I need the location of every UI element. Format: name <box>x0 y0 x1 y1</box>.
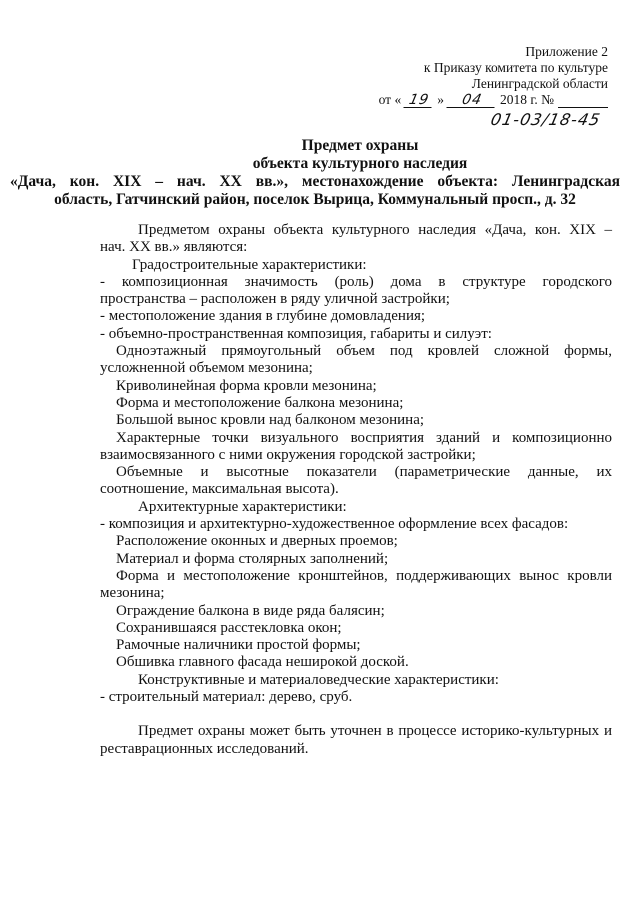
architecture-item-6: Сохранившаяся расстекловка окон; <box>116 619 342 636</box>
architecture-item-2: Расположение оконных и дверных проемов; <box>116 533 398 550</box>
date-day-handwritten: 19 <box>404 93 435 108</box>
urban-item-3: - объемно-пространственная композиция, габариты и силуэт: <box>100 325 492 342</box>
final-paragraph-line-2: реставрационных исследований. <box>100 740 309 757</box>
appendix-label: Приложение 2 <box>525 44 608 59</box>
registration-number-handwritten: 01-03/18-45 <box>488 110 603 129</box>
construction-item-1: - строительный материал: дерево, сруб. <box>100 689 353 706</box>
title-line-1: Предмет охраны <box>301 137 419 154</box>
volume-item-2: Криволинейная форма кровли мезонина; <box>116 377 377 394</box>
architecture-item-4-line-1: Форма и местоположение кронштейнов, поддерживающих вынос кровли <box>116 567 612 584</box>
document-body <box>100 222 612 758</box>
architecture-item-3: Материал и форма столярных заполнений; <box>116 550 389 567</box>
architecture-heading: Архитектурные характеристики: <box>138 498 347 515</box>
date-prefix: от « <box>378 92 402 107</box>
volume-item-5-line-1: Характерные точки визуального восприятия зданий и композиционно <box>116 429 612 446</box>
intro-paragraph-line-1: Предметом охраны объекта культурного наследия «Дача, кон. XIX – <box>138 222 612 238</box>
date-quote-close: » <box>437 92 444 107</box>
final-paragraph-line-1: Предмет охраны может быть уточнен в процессе историко-культурных и <box>138 723 612 740</box>
paragraph-gap <box>100 706 612 723</box>
date-year: 2018 г. № <box>499 92 554 107</box>
urban-item-1-line-2: пространства – расположен в ряду уличной застройки; <box>100 291 450 308</box>
architecture-item-7: Рамочные наличники простой формы; <box>116 637 361 654</box>
date-month-handwritten: 04 <box>446 93 497 108</box>
architecture-item-1: - композиция и архитектурно-художественное оформление всех фасадов: <box>100 516 569 533</box>
volume-item-1-line-1: Одноэтажный прямоугольный объем под кровлей сложной формы, <box>116 343 612 360</box>
volume-item-5-line-2: взаимосвязанного с ними окружения городской застройки; <box>100 446 476 463</box>
title-line-2: объекта культурного наследия <box>252 155 468 172</box>
construction-heading: Конструктивные и материаловедческие характеристики: <box>138 671 499 688</box>
number-blank-line <box>558 107 608 108</box>
region-name: Ленинградской области <box>471 76 608 91</box>
order-date-line <box>348 92 608 108</box>
volume-item-4: Большой вынос кровли над балконом мезонина; <box>116 412 425 429</box>
architecture-item-8: Обшивка главного фасада неширокой доской. <box>116 654 409 671</box>
urban-heading: Градостроительные характеристики: <box>132 256 367 273</box>
architecture-item-5: Ограждение балкона в виде ряда балясин; <box>116 602 385 619</box>
architecture-item-4-line-2: мезонина; <box>100 585 165 602</box>
volume-item-3: Форма и местоположение балкона мезонина; <box>116 394 404 411</box>
volume-item-1-line-2: усложненной объемом мезонина; <box>100 360 313 377</box>
document-title <box>10 137 620 209</box>
intro-paragraph-line-2: нач. XX вв.» являются: <box>100 239 248 256</box>
appendix-header <box>348 44 608 129</box>
volume-item-6-line-1: Объемные и высотные показатели (параметрические данные, их <box>116 464 612 481</box>
urban-item-2: - местоположение здания в глубине домовладения; <box>100 308 426 325</box>
title-line-4: область, Гатчинский район, поселок Вырица, Коммунальный просп., д. 32 <box>54 191 576 208</box>
urban-item-1-line-1: - композиционная значимость (роль) дома в структуре городского <box>100 273 612 290</box>
volume-item-6-line-2: соотношение, максимальная высота). <box>100 481 339 498</box>
order-reference: к Приказу комитета по культуре <box>423 60 608 75</box>
title-line-3: «Дача, кон. XIX – нач. XX вв.», местонахождение объекта: Ленинградская <box>10 173 620 190</box>
